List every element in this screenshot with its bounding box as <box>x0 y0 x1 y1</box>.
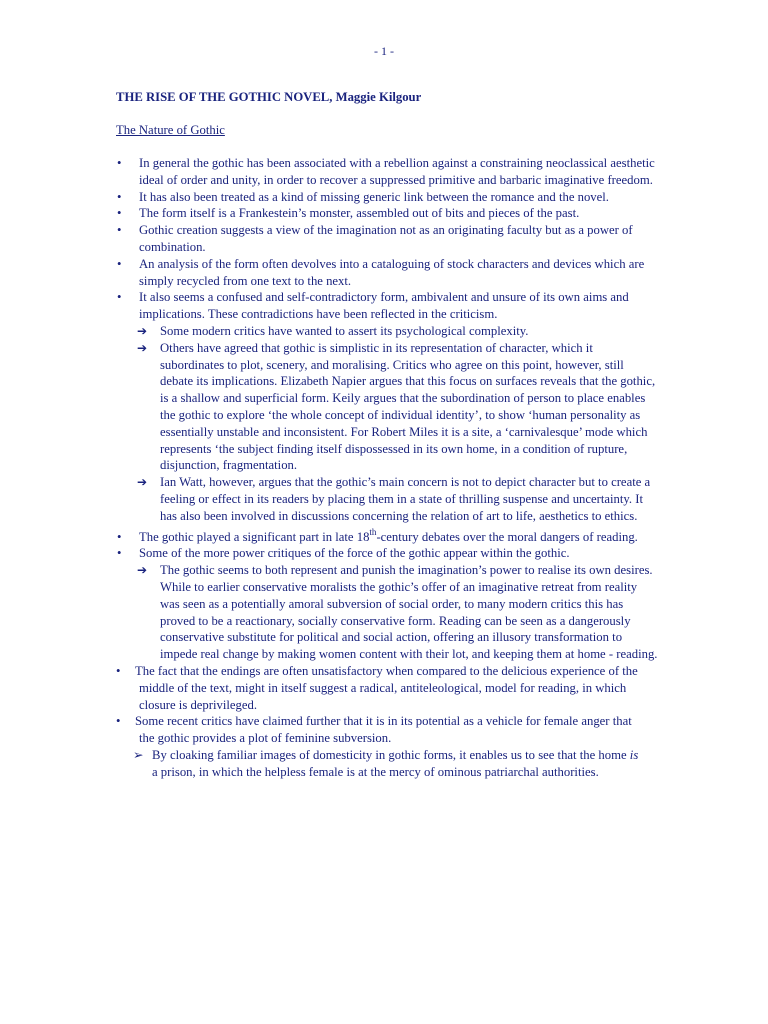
bullet-icon: • <box>117 223 122 238</box>
list-item: • The fact that the endings are often unsatisfactory when compared to the delicious experience of the middle of the text, might in itself suggest a radical, antiteleological, model for reading, in which closure is deprivileged. <box>116 663 638 712</box>
list-item: • Gothic creation suggests a view of the imagination not as an originating faculty but as a power of combination. <box>117 223 633 254</box>
arrow-right-icon: ➔ <box>137 323 148 338</box>
bullet-icon: • <box>116 714 121 729</box>
sub-bullet-icon: ➢ <box>133 747 144 762</box>
bullet-icon: • <box>117 529 122 544</box>
sub-list-item: ➔ The gothic seems to both represent and punish the imagination’s power to realise its own desires. While to earlier conservative moralists the gothic’s offer of an imaginative retreat from reality was seen as a potentially amoral subversion of social order, to many modern critics this has proved to be a reactionary, socially conservative form. Reading can be seen as a dangerously conservative substitute for political and social action, offering an illusory transformation to impede real change by making women content with their lot, and keeping them at home - reading. <box>137 563 658 662</box>
sub-list-item: ➢ By cloaking familiar images of domesticity in gothic forms, it enables us to see that the home is a prison, in which the helpless female is at the mercy of ominous patriarchal authorities. <box>133 747 639 779</box>
list-item: • Some of the more power critiques of the force of the gothic appear within the gothic. <box>117 546 570 561</box>
page-number: - 1 - <box>374 44 394 58</box>
bullet-icon: • <box>117 546 122 561</box>
list-item: • In general the gothic has been associated with a rebellion against a constraining neoclassical aesthetic ideal of order and unity, in order to recover a suppressed primitive and barbaric imaginative freedom. <box>117 156 655 187</box>
bullet-icon: • <box>116 663 121 678</box>
list-item: • An analysis of the form often devolves into a cataloguing of stock characters and devices which are simply recycled from one text to the next. <box>117 256 645 288</box>
bullet-icon: • <box>117 206 122 221</box>
list-item: • It has also been treated as a kind of missing generic link between the romance and the novel. <box>117 189 609 204</box>
bullet-icon: • <box>117 256 122 271</box>
bullet-icon: • <box>117 290 122 305</box>
sub-list-item: ➔ Some modern critics have wanted to assert its psychological complexity. <box>137 323 529 338</box>
arrow-right-icon: ➔ <box>137 475 148 490</box>
bullet-icon: • <box>117 189 122 204</box>
sub-list-item: ➔ Others have agreed that gothic is simplistic in its representation of character, which it subordinates to plot, scenery, and moralising. Critics who agree on this point, however, still debate its implications. Elizabeth Napier argues that this focus on surfaces reveals that the gothic, is a shallow and superficial form. Keily argues that the subordination of person to place enables the gothic to explore ‘the whole concept of individual identity’, to show ‘human personality as essentially unstable and inconsistent. For Robert Miles it is a site, a ‘carnivalesque’ mode which represents ‘the subject finding itself dispossessed in its own home, in a condition of rupture, disjunction, fragmentation. <box>137 340 656 473</box>
sub-list-item: ➔ Ian Watt, however, argues that the gothic’s main concern is not to depict character but to create a feeling or effect in its readers by placing them in a state of thrilling suspense and uncertainty. It has also been involved in discussions concerning the relation of art to life, aesthetics to ethics. <box>137 475 651 523</box>
list-item: • The form itself is a Frankestein’s monster, assembled out of bits and pieces of the past. <box>117 206 580 221</box>
bullet-list <box>0 155 768 780</box>
list-item: • The gothic played a significant part in late 18th-century debates over the moral dangers of reading. <box>117 526 638 544</box>
list-item: • It also seems a confused and self-contradictory form, ambivalent and unsure of its own aims and implications. These contradictions have been reflected in the criticism. <box>117 290 629 322</box>
document-title: THE RISE OF THE GOTHIC NOVEL, Maggie Kilgour <box>116 90 422 104</box>
bullet-icon: • <box>117 156 122 170</box>
section-heading: The Nature of Gothic <box>116 123 225 137</box>
arrow-right-icon: ➔ <box>137 563 148 578</box>
list-item: • Some recent critics have claimed further that it is in its potential as a vehicle for female anger that the gothic provides a plot of feminine subversion. <box>116 714 632 746</box>
arrow-right-icon: ➔ <box>137 340 148 355</box>
